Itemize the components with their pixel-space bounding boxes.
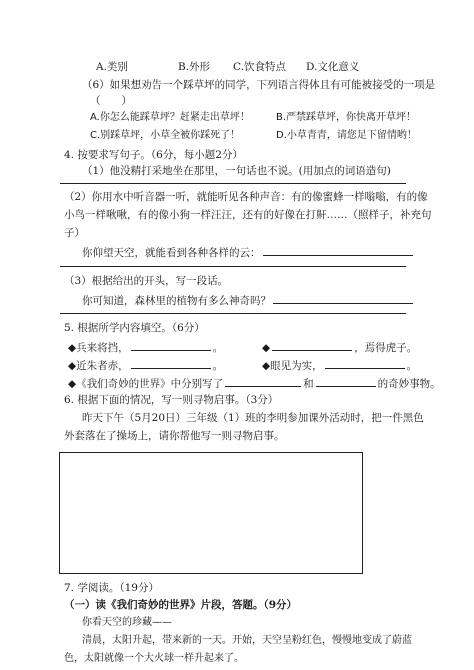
q4-s2-prompt [82, 244, 415, 260]
option-c: C.饮食特点 [233, 61, 286, 73]
q5-item-text: 。 [406, 360, 418, 372]
q5-item-4 [262, 357, 417, 373]
q5-world-mid: 和 [303, 378, 314, 390]
q4-s2-line3: 子） [64, 227, 85, 239]
answer-blank[interactable] [316, 375, 376, 387]
q6b-line2: 外套落在了操场上，请你帮他写一则寻物启事。 [64, 430, 285, 442]
q7-p1: 你看天空的珍藏—— [82, 617, 172, 628]
q5-item-text: ◆近朱者赤， [68, 360, 129, 372]
q7-p2-line1: 清晨，太阳升起，带来新的一天。开始，天空呈粉红色，慢慢地变成了蔚蓝 [82, 635, 412, 646]
q6-stem: （6）如果想劝告一个踩草坪的同学，下列语言得体且有可能被接受的一项是 [82, 79, 436, 91]
answer-blank[interactable] [272, 339, 352, 351]
option-d: D.文化意义 [306, 61, 360, 73]
q4-s3-prompt [82, 292, 415, 308]
q5-item-text: ，焉得虎子。 [354, 342, 418, 354]
q5-item-2 [262, 339, 417, 355]
q4-s2-line1: （2）你用水中听音器一听，就能听见各种声音：有的像蜜蜂一样嗡嗡，有的像 [64, 191, 428, 203]
q4-title: 4. 按要求写句子。（6分，每小题2分） [64, 149, 243, 161]
q5-world-post: 的奇妙事物。 [377, 378, 441, 390]
q6b-title: 6. 根据下面的情况，写一则寻物启事。（3分） [64, 394, 279, 406]
q4-s2-prompt-text: 你仰望天空，就能看到各种各样的云： [82, 247, 261, 259]
answer-line[interactable] [60, 183, 406, 184]
answer-blank[interactable] [131, 339, 211, 351]
option-a: A.类别 [96, 61, 128, 73]
q5-item-text: ◆ [262, 342, 271, 354]
answer-line[interactable] [60, 313, 406, 314]
q4-s3: （3）根据给出的开头，写一段话。 [64, 275, 229, 287]
q6-option-d: D.小草青青，请您足下留情哟！ [276, 130, 417, 141]
q5-item-text: ◆眼见为实， [262, 360, 323, 372]
q5-item-3: ◆近朱者赤， 。 [68, 357, 223, 373]
q6b-line1: 昨天下午（5月20日）三年级（1）班的李明参加课外活动时，把一件黑色 [82, 412, 424, 424]
answer-line[interactable] [60, 266, 406, 267]
q6-option-b: B.严禁踩草坪，你快离开草坪！ [276, 112, 417, 123]
q5-item-1: ◆兵来将挡， 。 [68, 339, 223, 355]
answer-blank[interactable] [263, 244, 413, 256]
answer-blank[interactable] [273, 292, 413, 304]
answer-blank[interactable] [131, 357, 211, 369]
q6-option-a: A.你怎么能踩草坪？赶紧走出草坪！ [90, 112, 250, 123]
q5-item-text: ◆兵来将挡， [68, 342, 129, 354]
q6-paren: （ ） [90, 95, 132, 107]
q7-title: 7. 学阅读。（19分） [64, 582, 159, 594]
q5-world-pre: ◆《我们奇妙的世界》中分别写了 [68, 378, 224, 390]
answer-blank[interactable] [325, 357, 405, 369]
q4-s3-prompt-text: 你可知道，森林里的植物有多么神奇吗？ [82, 295, 271, 307]
q6-option-c: C.别踩草坪，小草全被你踩死了！ [90, 130, 241, 141]
q5-world [68, 375, 441, 391]
q7-p2-line2: 色，太阳就像一个大火球一样升起来了。 [64, 653, 244, 664]
option-b: B.外形 [178, 61, 211, 73]
q4-s1: （1）他没精打采地坐在那里，一句话也不说。(用加点的词语造句) [82, 165, 391, 177]
answer-blank[interactable] [225, 375, 301, 387]
q5-title: 5. 根据所学内容填空。（6分） [64, 322, 205, 334]
q4-s2-line2: 小鸟一样啾啾，有的像小狗一样汪汪，还有的好像在打鼾……（照样子，补充句 [64, 209, 432, 221]
q7-subtitle: （一）读《我们奇妙的世界》片段，答题。（9分） [64, 599, 298, 611]
answer-box[interactable] [59, 452, 363, 574]
